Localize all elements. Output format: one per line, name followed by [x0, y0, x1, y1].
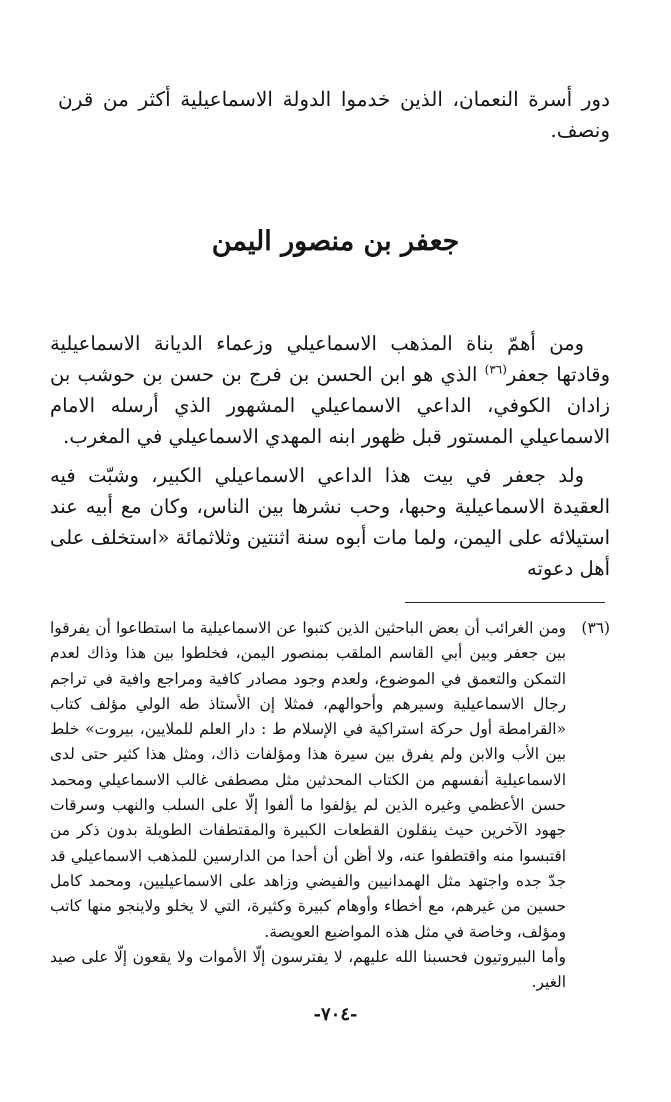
footnote-number: (٣٦) — [581, 619, 610, 637]
footnote-row — [50, 616, 610, 995]
paragraph-1-rest: الذي هو ابن الحسن بن فرج بن حسن بن حوشب بن زادان الكوفي، الداعي الاسماعيلي المشهور الذي أرسله الامام الاسماعيلي المستور قبل ظهور ابنه المهدي الاسماعيلي في المغرب. — [50, 363, 610, 448]
section-heading: جعفر بن منصور اليمن — [211, 226, 460, 257]
page-number: -٧٠٤- — [313, 1004, 358, 1025]
footnote-body — [50, 616, 566, 995]
footnote-text: ومن الغرائب أن بعض الباحثين الذين كتبوا عن الاسماعيلية ما استطاعوا أن يفرقوا بين جعفر وبين أبي القاسم الملقب بمنصور اليمن، فخلطوا بين هذا وذاك لعدم التمكن والتعمق في الموضوع، ولعدم وجود مصادر كافية ومراجع وافية في تراجم رجال الاسماعيلية وسيرهم وأحوالهم، فمثلا إن الأستاذ طه الولي مؤلف كتاب «القرامطة أول حركة استراكية في الإسلام ط : دار العلم للملايين، بيروت» خلط بين الأب والابن ولم يفرق بين سيرة هذا ومؤلفات ذاك، ومثل هذا كثير حتى لدى الاسماعيلية أنفسهم من الكتاب المحدثين مثل مصطفى غالب الاسماعيلي ومحمد حسن الأعظمي وغيره الذين لم يؤلفوا ما ألفوا إلّا على السلب والنهب وسرقات جهود الآخرين حيث ينقلون القطعات الكبيرة والمقتطفات الطويلة بدون ذكر من اقتبسوا منه واقتطفوا عنه، ولا أظن أن أحدا من الدارسين للمذهب الاسماعيلي قد جدّ جده واجتهد مثل الهمدانيين والفيضي وزاهد على الاسماعيليين، ومحمد كامل حسين من غيرهم، مع أخطاء وأوهام كبيرة وكثيرة، التي لا يخلو ولاينجو منها كاتب ومؤلف، وخاصة في مثل هذه المواضيع العويصة. — [50, 619, 566, 941]
footnote-continuation: وأما البيروتيون فحسبنا الله عليهم، لا يفترسون إلّا الأموات ولا يقعون إلّا على صيد الغير. — [50, 947, 566, 992]
body-paragraph-2: ولد جعفر في بيت هذا الداعي الاسماعيلي الكبير، وشبّت فيه العقيدة الاسماعيلية وحبها، وحب نشرها بين الناس، وكان مع أبيه عند استيلائه على اليمن، ولما مات أبوه سنة اثنتين وثلاثمائة «استخلف على أهل دعوته — [50, 464, 610, 580]
paragraph-1-start: ومن أهمّ بناة المذهب الاسماعيلي وزعماء الديانة الاسماعيلية وقادتها جعفر — [50, 332, 610, 386]
footnote-block — [50, 616, 610, 995]
footnote-separator — [405, 602, 605, 603]
body-paragraph-1 — [50, 328, 610, 452]
body-text — [50, 328, 610, 592]
intro-paragraph: دور أسرة النعمان، الذين خدموا الدولة الاسماعيلية أكثر من قرن ونصف. — [58, 87, 610, 142]
footnote-reference: (٣٦) — [484, 362, 507, 377]
